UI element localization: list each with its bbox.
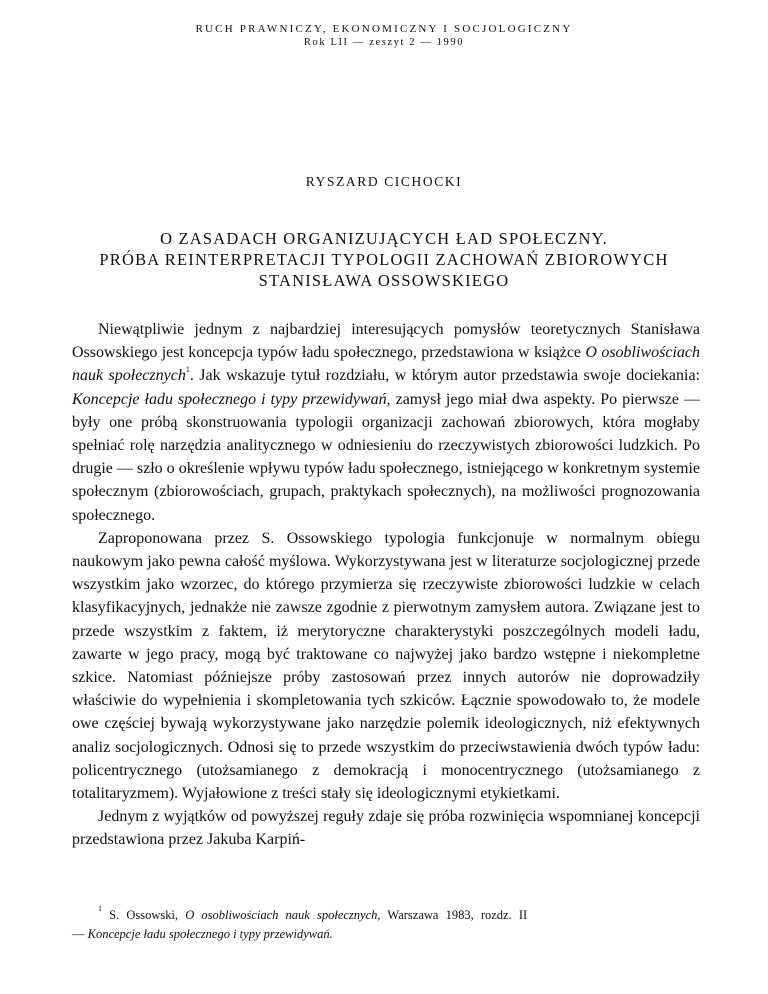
paragraph-1 [72, 318, 700, 527]
footnote-place: Warszawa 1983, rozdz. II [387, 908, 528, 922]
title-line-1: O ZASADACH ORGANIZUJĄCYCH ŁAD SPOŁECZNY. [160, 229, 608, 248]
footnote-chapter: Koncepcje ładu społecznego i typy przewidywań. [87, 927, 333, 941]
paragraph-2: Zaproponowana przez S. Ossowskiego typologia funkcjonuje w normalnym obiegu naukowym jako pewna całość myślowa. Wykorzystywana jest w literaturze socjologicznej przede wszystkim jako wzorzec, do którego przymierza się rzeczywiste zbiorowości ludzkie w celach klasyfikacyjnych, jednakże nie zawsze zgodnie z pierwotnym zamysłem autora. Związane jest to przede wszystkim z faktem, iż merytoryczne charakterystyki poszczególnych modeli ładu, zawarte w jego pracy, mogą być traktowane co najwyżej jako bardzo wstępne i niekompletne szkice. Natomiast późniejsze próby zastosowań przez innych autorów nie doprowadziły właściwie do wypełnienia i skompletowania tych szkiców. Łącznie spowodowało to, że modele owe częściej bywają wykorzystywane jako narzędzie polemik ideologicznych, niż efektywnych analiz socjologicznych. Odnosi się to przede wszystkim do przeciwstawienia dwóch typów ładu: policentrycznego (utożsamianego z demokracją i monocentrycznego (utożsamianego z totalitaryzmem). Wyjałowione z treści stały się ideologicznymi etykietkami. [72, 529, 700, 803]
footnote-book-title: O osobliwościach nauk społecznych, [185, 908, 381, 922]
footnote [72, 906, 700, 944]
article-author: RYSZARD CICHOCKI [305, 174, 463, 189]
p1-text-a: Niewątpliwie jednym z najbardziej interesujących pomysłów teoretycznych Stanisława Ossowskiego jest koncepcja typów ładu społecznego, przedstawiona w książce [72, 321, 700, 362]
footnote-number: 1 [98, 904, 102, 913]
book-title: O osobliwościach nauk społecznych [72, 344, 700, 385]
title-line-2: PRÓBA REINTERPRETACJI TYPOLOGII ZACHOWAŃ ZBIOROWYCH [99, 250, 669, 269]
journal-header [0, 22, 768, 50]
footnote-line-1 [72, 906, 700, 925]
p1-text-e: zamysł jego miał dwa aspekty. Po pierwsze — były one próbą skonstruowania typologii organizacji zachowań zbiorowych, która mogłaby spełniać rolę narzędzia analitycznego w odniesieniu do rzeczywistych zbiorowości ludzkich. Po drugie — szło o określenie wpływu typów ładu społecznego, istniejącego w konkretnym systemie społecznym (zbiorowościach, grupach, praktykach społecznych), na możliwości prognozowania społecznego. [72, 390, 700, 524]
footnote-ref[interactable]: 1 [185, 365, 190, 375]
p1-text-c: . Jak wskazuje tytuł rozdziału, w którym autor przedstawia swoje dociekania: [189, 367, 701, 385]
footnote-author: S. Ossowski, [109, 908, 179, 922]
article-title [0, 228, 768, 291]
footnote-line-2 [72, 925, 700, 944]
footnote-dash: — [72, 927, 85, 941]
paragraph-3: Jednym z wyjątków od powyższej reguły zdaje się próba rozwinięcia wspomnianej koncepcji przedstawiona przez Jakuba Karpiń- [72, 808, 700, 849]
article-body [72, 318, 700, 852]
journal-issue: Rok LII — zeszyt 2 — 1990 [303, 37, 465, 48]
title-line-3: STANISŁAWA OSSOWSKIEGO [258, 271, 510, 290]
journal-title: RUCH PRAWNICZY, EKONOMICZNY I SOCJOLOGICZNY [195, 23, 573, 35]
chapter-title: Koncepcje ładu społecznego i typy przewidywań, [72, 390, 391, 408]
